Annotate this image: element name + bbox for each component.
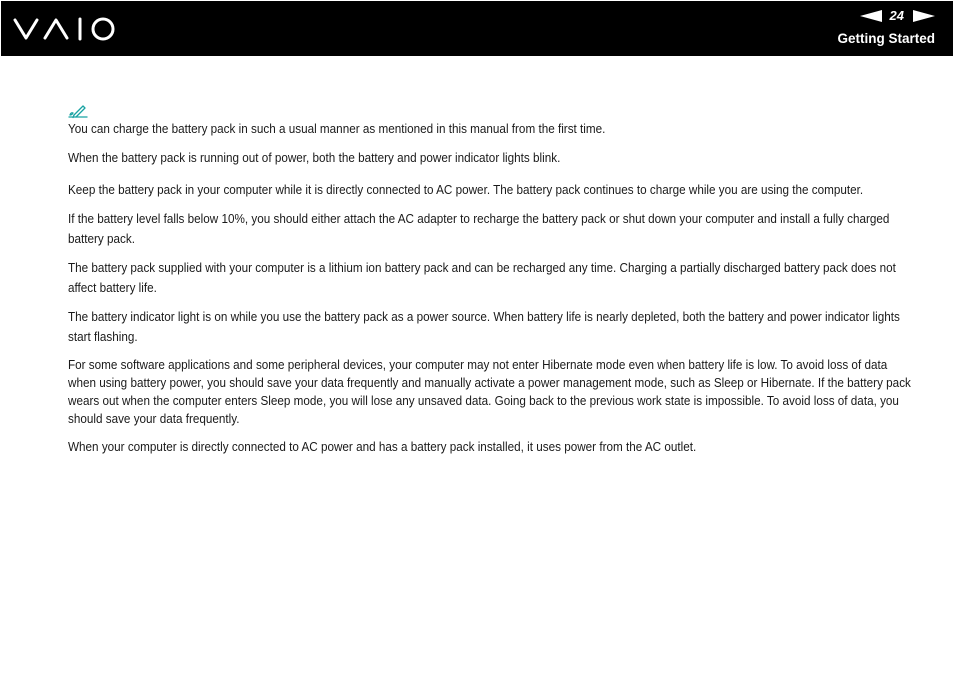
left-arrow-icon[interactable] — [860, 10, 882, 22]
note-pencil-icon — [68, 104, 88, 119]
note-paragraph: When your computer is directly connected to AC power and has a battery pack installed, it uses power from the AC outlet. — [68, 439, 697, 454]
note-paragraph: For some software applications and some peripheral devices, your computer may not enter Hibernate mode even when battery life is low. To avoid loss of data when using battery power, you should save your data frequently and manually activate a power management mode, such as Sleep or Hibernate. If the battery pack wears out when the computer enters Sleep mode, you will lose any unsaved data. Going back to the previous work state is impossible. To avoid loss of data, you should save your data frequently. — [68, 357, 911, 426]
note-paragraph: If the battery level falls below 10%, you should either attach the AC adapter to recharge the battery pack or shut down your computer and install a fully charged battery pack. — [68, 211, 890, 246]
note-paragraph: The battery indicator light is on while you use the battery pack as a power source. When battery life is nearly depleted, both the battery and power indicator lights start flashing. — [68, 309, 900, 344]
page-number: 24 — [889, 8, 904, 23]
note-paragraph: Keep the battery pack in your computer while it is directly connected to AC power. The battery pack continues to charge while you are using the computer. — [68, 182, 864, 197]
page-header — [1, 1, 953, 56]
page-navigation — [860, 7, 935, 25]
note-paragraph: When the battery pack is running out of power, both the battery and power indicator lights blink. — [68, 150, 561, 165]
section-title: Getting Started — [837, 31, 935, 46]
vaio-logo — [13, 15, 121, 43]
note-section — [68, 104, 914, 457]
note-paragraph: You can charge the battery pack in such a usual manner as mentioned in this manual from the first time. — [68, 121, 606, 136]
right-arrow-icon[interactable] — [913, 10, 935, 22]
note-paragraph: The battery pack supplied with your computer is a lithium ion battery pack and can be recharged any time. Charging a partially discharged battery pack does not affect battery life. — [68, 260, 896, 295]
